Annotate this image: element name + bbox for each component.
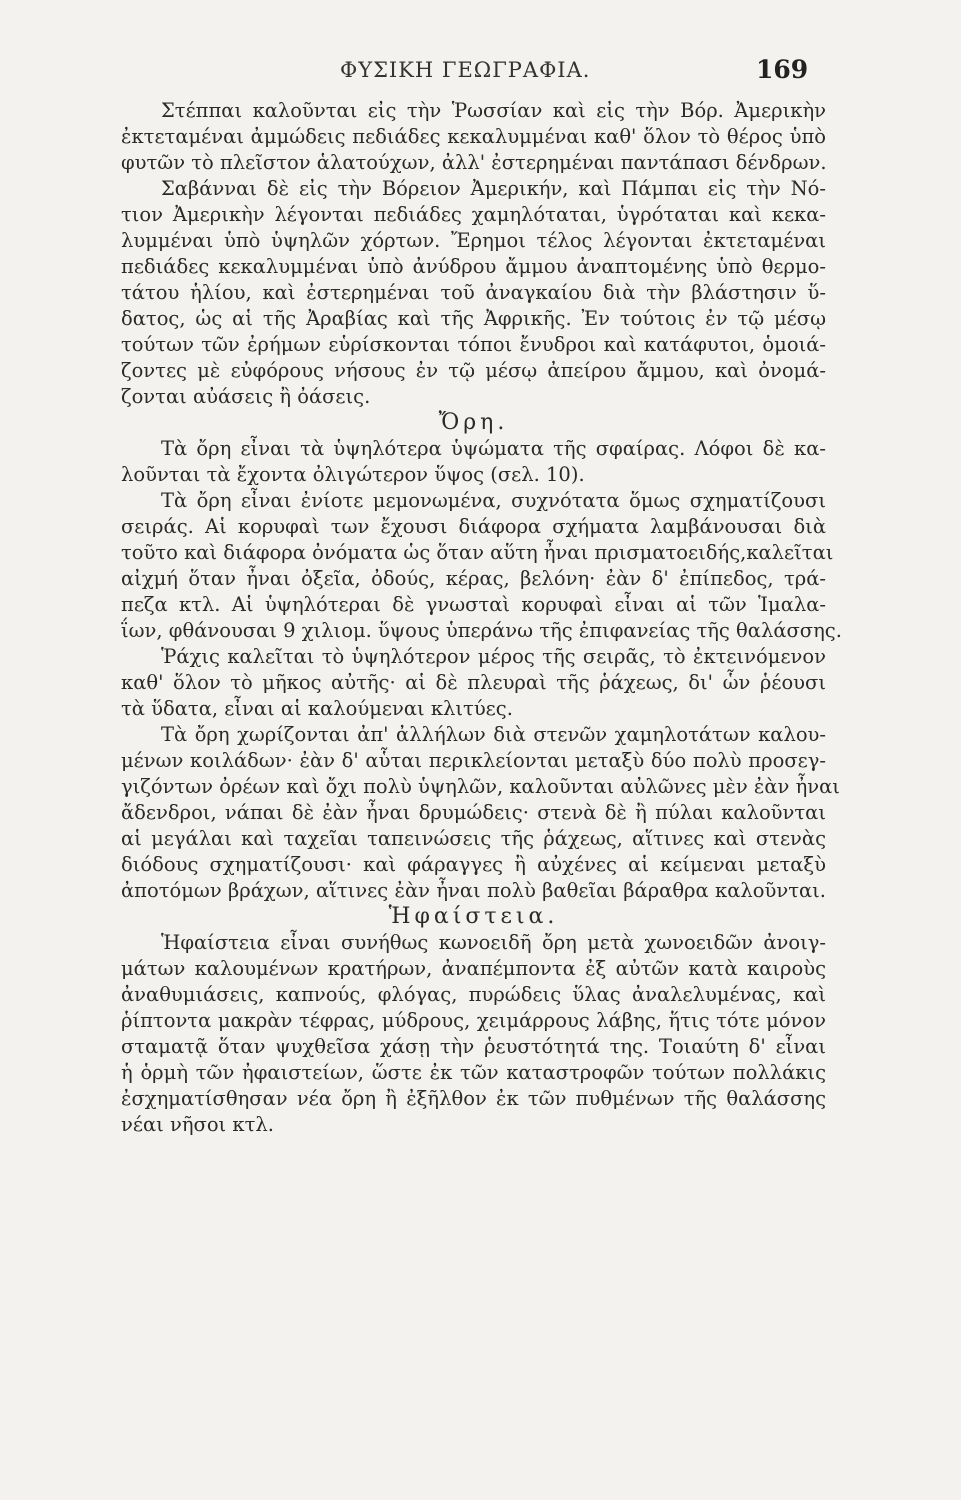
- text-line: ἡ ὁρμὴ τῶν ἠφαιστείων, ὥστε ἐκ τῶν καταστροφῶν τούτων πολλάκις: [121, 1061, 826, 1084]
- text-line: πεζα κτλ. Αἱ ὑψηλότεραι δὲ γνωσταὶ κορυφαὶ εἶναι αἱ τῶν Ἱμαλα-: [121, 593, 826, 616]
- text-line: σειράς. Αἱ κορυφαὶ των ἔχουσι διάφορα σχήματα λαμβάνουσαι διὰ: [121, 515, 826, 538]
- text-line: καθ' ὅλον τὸ μῆκος αὐτῆς· αἱ δὲ πλευραὶ τῆς ῥάχεως, δι' ὧν ῥέουσι: [121, 671, 826, 694]
- text-line: ῥίπτοντα μακρὰν τέφρας, μύδρους, χειμάρρους λάβης, ἥτις τότε μόνον: [121, 1009, 826, 1032]
- text-line: ΐων, φθάνουσαι 9 χιλιομ. ὕψους ὑπεράνω τῆς ἐπιφανείας τῆς θαλάσσης.: [121, 619, 842, 642]
- page-header: [0, 55, 961, 88]
- text-line: ἀναθυμιάσεις, καπνούς, φλόγας, πυρώδεις ὕλας ἀναλελυμένας, καὶ: [121, 983, 826, 1006]
- text-line: σταματᾷ ὅταν ψυχθεῖσα χάσῃ τὴν ῥευστότητά της. Τοιαύτη δ' εἶναι: [121, 1035, 826, 1058]
- text-line: αἱ μεγάλαι καὶ ταχεῖαι ταπεινώσεις τῆς ῥάχεως, αἵτινες καὶ στενὰς: [121, 827, 826, 850]
- text-line: διόδους σχηματίζουσι· καὶ φάραγγες ἢ αὐχένες αἱ κείμεναι μεταξὺ: [121, 853, 826, 876]
- text-line: γιζόντων ὀρέων καὶ ὄχι πολὺ ὑψηλῶν, καλοῦνται αὐλῶνες μὲν ἐὰν ἦναι: [121, 775, 840, 798]
- running-title: ΦΥΣΙΚΗ ΓΕΩΓΡΑΦΙΑ.: [340, 58, 591, 82]
- text-line: τοῦτο καὶ διάφορα ὀνόματα ὡς ὅταν αὕτη ἦναι πρισματοειδής,καλεῖται: [121, 541, 834, 564]
- text-line: νέαι νῆσοι κτλ.: [121, 1113, 274, 1136]
- text-line: δατος, ὡς αἱ τῆς Ἀραβίας καὶ τῆς Ἀφρικῆς. Ἐν τούτοις ἐν τῷ μέσῳ: [121, 307, 826, 330]
- text-line: τούτων τῶν ἐρήμων εὑρίσκονται τόποι ἔνυδροι καὶ κατάφυτοι, ὁμοιά-: [121, 333, 826, 356]
- text-line: τὰ ὕδατα, εἶναι αἱ καλούμεναι κλιτύες.: [121, 697, 513, 720]
- text-line: Ἡφαίστεια εἶναι συνήθως κωνοειδῆ ὄρη μετὰ χωνοειδῶν ἀνοιγ-: [161, 931, 826, 954]
- section-heading-ori: Ὄρη.: [438, 410, 509, 435]
- text-line: Ῥάχις καλεῖται τὸ ὑψηλότερον μέρος τῆς σειρᾶς, τὸ ἐκτεινόμενον: [161, 645, 826, 668]
- text-line: Τὰ ὄρη εἶναι τὰ ὑψηλότερα ὑψώματα τῆς σφαίρας. Λόφοι δὲ κα-: [161, 437, 826, 460]
- text-line: λοῦνται τὰ ἔχοντα ὀλιγώτερον ὕψος (σελ. 10).: [121, 463, 585, 486]
- text-line: ζοντες μὲ εὐφόρους νήσους ἐν τῷ μέσῳ ἀπείρου ἄμμου, καὶ ὀνομά-: [121, 359, 826, 382]
- text-line: ἀποτόμων βράχων, αἵτινες ἐὰν ἦναι πολὺ βαθεῖαι βάραθρα καλοῦνται.: [121, 879, 826, 902]
- text-line: ζονται αὐάσεις ἢ ὀάσεις.: [121, 385, 371, 408]
- text-line: τιον Ἀμερικὴν λέγονται πεδιάδες χαμηλόταται, ὑγρόταται καὶ κεκα-: [121, 203, 826, 226]
- text-line: Στέππαι καλοῦνται εἰς τὴν Ῥωσσίαν καὶ εἰς τὴν Βόρ. Ἀμερικὴν: [161, 99, 826, 122]
- text-line: Τὰ ὄρη εἶναι ἐνίοτε μεμονωμένα, συχνότατα ὅμως σχηματίζουσι: [161, 489, 826, 512]
- page-number: 169: [756, 55, 809, 84]
- text-line: ἄδενδροι, νάπαι δὲ ἐὰν ἦναι δρυμώδεις· στενὰ δὲ ἢ πύλαι καλοῦνται: [121, 801, 826, 824]
- text-line: πεδιάδες κεκαλυμμέναι ὑπὸ ἀνύδρου ἄμμου ἀναπτομένης ὑπὸ θερμο-: [121, 255, 826, 278]
- text-line: φυτῶν τὸ πλεῖστον ἁλατούχων, ἀλλ' ἐστερημέναι παντάπασι δένδρων.: [121, 151, 827, 174]
- text-line: Σαβάνναι δὲ εἰς τὴν Βόρειον Ἀμερικήν, καὶ Πάμπαι εἰς τὴν Νό-: [161, 177, 826, 200]
- text-line: τάτου ἡλίου, καὶ ἐστερημέναι τοῦ ἀναγκαίου διὰ τὴν βλάστησιν ὕ-: [121, 281, 826, 304]
- text-line: ἐσχηματίσθησαν νέα ὄρη ἢ ἐξῆλθον ἐκ τῶν πυθμένων τῆς θαλάσσης: [121, 1087, 826, 1110]
- text-line: λυμμέναι ὑπὸ ὑψηλῶν χόρτων. Ἔρημοι τέλος λέγονται ἐκτεταμέναι: [121, 229, 826, 252]
- text-line: αἰχμή ὅταν ἦναι ὀξεῖα, ὀδούς, κέρας, βελόνη· ἐὰν δ' ἐπίπεδος, τρά-: [121, 567, 826, 590]
- text-line: Τὰ ὄρη χωρίζονται ἀπ' ἀλλήλων διὰ στενῶν χαμηλοτάτων καλου-: [161, 723, 826, 746]
- body-text: [121, 98, 842, 1138]
- section-heading-ifaisteia: Ἡφαίστεια.: [388, 904, 559, 929]
- text-line: μάτων καλουμένων κρατήρων, ἀναπέμποντα ἐξ αὐτῶν κατὰ καιροὺς: [121, 957, 826, 980]
- text-line: ἐκτεταμέναι ἀμμώδεις πεδιάδες κεκαλυμμέναι καθ' ὅλον τὸ θέρος ὑπὸ: [121, 125, 826, 148]
- text-line: μένων κοιλάδων· ἐὰν δ' αὗται περικλείονται μεταξὺ δύο πολὺ προσεγ-: [121, 749, 826, 772]
